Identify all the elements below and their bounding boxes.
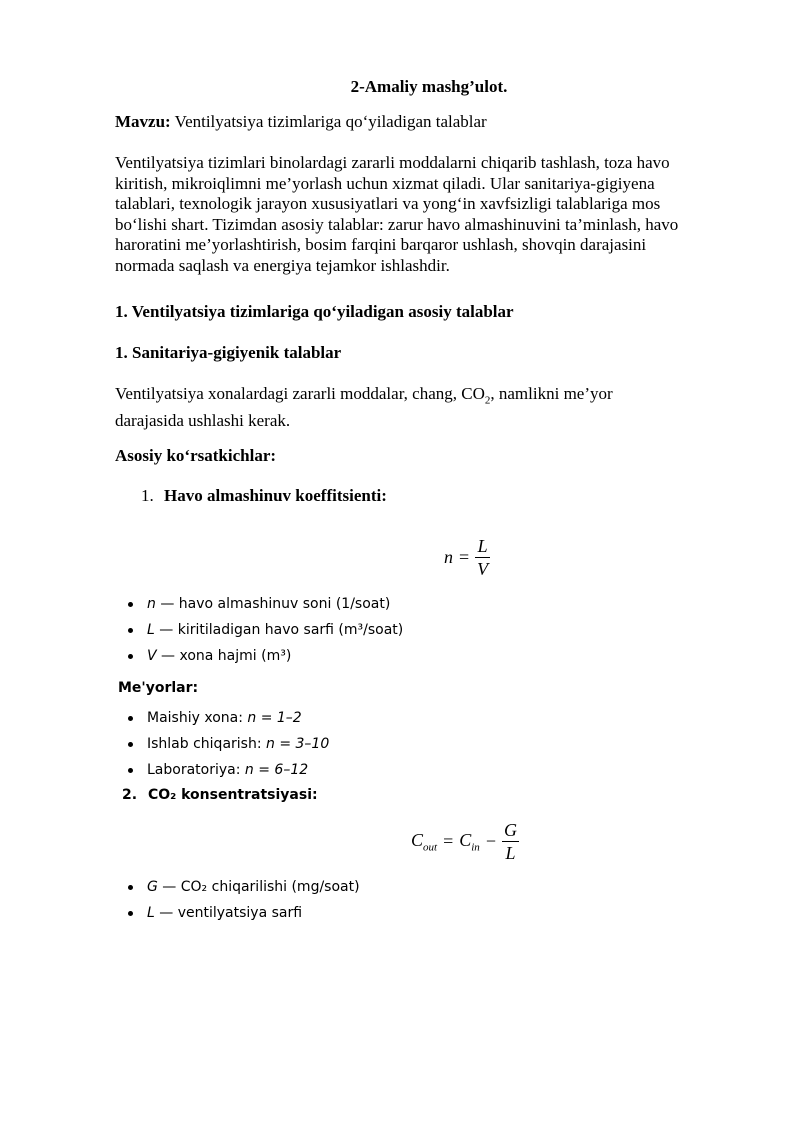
definition-item: G — CO₂ chiqarilishi (mg/soat) — [128, 878, 360, 896]
norms-heading: Me'yorlar: — [118, 680, 199, 696]
list-item-1 — [141, 486, 387, 507]
intro-line: bo‘lishi shart. Tizimdan asosiy talablar: zarur havo almashinuvini ta’minlash, havo — [115, 214, 679, 234]
bullet-icon — [128, 768, 133, 773]
intro-line: kiritish, mikroiqlimni me’yorlash uchun xizmat qiladi. Ular sanitariya-gigiyena — [115, 173, 655, 193]
definition-item: L — kiritiladigan havo sarfi (m³/soat) — [128, 621, 403, 639]
list-item-2 — [122, 787, 318, 803]
formula-air-exchange: n = L V — [444, 536, 489, 579]
list-item-number: 2. — [122, 787, 138, 803]
definition-item: n — havo almashinuv soni (1/soat) — [128, 595, 390, 613]
bullet-icon — [128, 885, 133, 890]
section-heading-main: 1. Ventilyatsiya tizimlariga qo‘yiladigan asosiy talablar — [115, 302, 514, 321]
topic-line — [115, 112, 487, 133]
bullet-icon — [128, 716, 133, 721]
intro-line: normada saqlash va energiya tejamkor ishlashdir. — [115, 255, 450, 275]
sanitary-line-1: Ventilyatsiya xonalardagi zararli moddalar, chang, $CO_2$, namlikni me’yor — [115, 384, 613, 407]
topic-label: Mavzu: — [115, 112, 171, 131]
norm-item: Laboratoriya: n = 6–12 — [128, 761, 308, 779]
bullet-icon — [128, 628, 133, 633]
indicators-heading: Asosiy ko‘rsatkichlar: — [115, 446, 277, 465]
norm-item: Maishiy xona: n = 1–2 — [128, 709, 302, 727]
bullet-icon — [128, 654, 133, 659]
list-item-number: 1. — [141, 486, 154, 505]
sanitary-paragraph — [115, 384, 755, 432]
section-heading-sanitary: 1. Sanitariya-gigiyenik talablar — [115, 343, 342, 362]
definition-item: V — xona hajmi (m³) — [128, 647, 291, 665]
norm-item: Ishlab chiqarish: n = 3–10 — [128, 735, 329, 753]
bullet-icon — [128, 602, 133, 607]
intro-line: Ventilyatsiya tizimlari binolardagi zararli moddalarni chiqarib tashlash, toza havo — [115, 153, 670, 172]
list-item-label: CO₂ konsentratsiyasi: — [147, 787, 318, 803]
page-title: 2-Amaliy mashg’ulot. — [350, 77, 508, 96]
topic-text: Ventilyatsiya tizimlariga qo‘yiladigan talablar — [174, 112, 487, 131]
bullet-icon — [128, 742, 133, 747]
sanitary-line-2: darajasida ushlashi kerak. — [115, 410, 291, 430]
definition-item: L — ventilyatsiya sarfi — [128, 904, 302, 922]
intro-line: talablari, texnologik jarayon xususiyatlari va yong‘in xavfsizligi talablariga mos — [115, 194, 661, 214]
intro-line: haroratini me’yorlashtirish, bosim farqini barqaror ushlash, shovqin darajasini — [115, 235, 647, 255]
bullet-icon — [128, 911, 133, 916]
intro-paragraph — [115, 153, 755, 277]
fraction: L V — [477, 536, 489, 579]
fraction: G L — [503, 820, 517, 863]
formula-co2: $C_{out}$ = $C_{in}$ − G L — [411, 820, 517, 863]
list-item-label: Havo almashinuv koeffitsienti: — [164, 486, 387, 505]
